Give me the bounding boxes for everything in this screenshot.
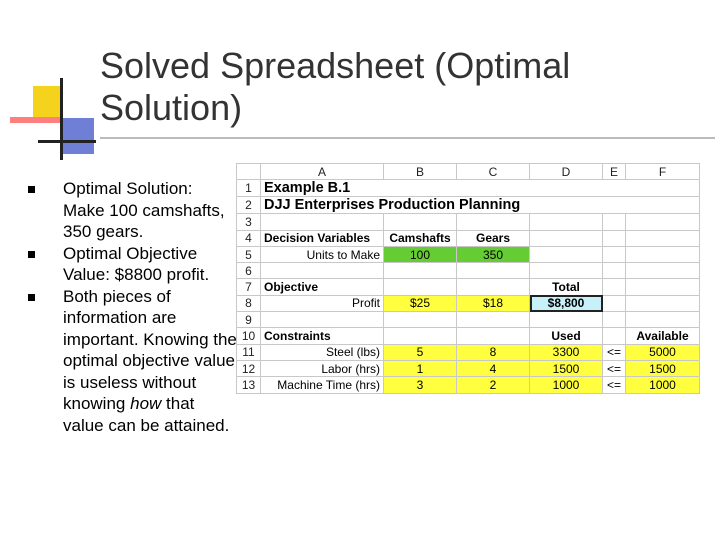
logo-vertical-line (60, 78, 63, 160)
cell[interactable] (603, 312, 626, 328)
logo-red-bar (10, 117, 63, 123)
cell[interactable] (626, 295, 700, 311)
cell[interactable] (384, 328, 457, 344)
spreadsheet (236, 163, 700, 394)
table-row (237, 263, 700, 279)
profit-label[interactable]: Profit (261, 295, 384, 311)
sheet-heading-cell[interactable]: DJJ Enterprises Production Planning (261, 197, 700, 214)
row-header[interactable]: 4 (237, 230, 261, 246)
table-row (237, 279, 700, 295)
constraint-camshafts-cell[interactable]: 5 (384, 344, 457, 360)
row-header[interactable]: 10 (237, 328, 261, 344)
cell[interactable] (603, 328, 626, 344)
cell[interactable] (603, 246, 626, 262)
profit-gears-cell[interactable]: $18 (457, 295, 530, 311)
table-row (237, 230, 700, 246)
spreadsheet-grid (236, 163, 700, 394)
table-row (237, 377, 700, 393)
table-row (237, 344, 700, 360)
row-header[interactable]: 13 (237, 377, 261, 393)
column-header-c[interactable]: C (457, 164, 530, 180)
bullet-marker-icon (28, 294, 35, 301)
units-camshafts-cell[interactable]: 100 (384, 246, 457, 262)
bullet-list (28, 178, 238, 436)
logo-blue-block (60, 118, 94, 154)
cell[interactable] (384, 214, 457, 230)
column-header-e[interactable]: E (603, 164, 626, 180)
bullet-item (28, 178, 238, 243)
logo-yellow-block (33, 86, 63, 120)
cell[interactable] (457, 279, 530, 295)
cell[interactable] (530, 246, 603, 262)
row-header[interactable]: 1 (237, 180, 261, 197)
cell[interactable] (530, 230, 603, 246)
constraint-available-cell[interactable]: 1500 (626, 360, 700, 376)
column-header-a[interactable]: A (261, 164, 384, 180)
constraint-operator-cell[interactable]: <= (603, 360, 626, 376)
example-title-cell[interactable]: Example B.1 (261, 180, 700, 197)
profit-total-cell[interactable]: $8,800 (530, 295, 603, 311)
units-gears-cell[interactable]: 350 (457, 246, 530, 262)
cell[interactable] (261, 312, 384, 328)
row-header[interactable]: 3 (237, 214, 261, 230)
bullet-marker-icon (28, 251, 35, 258)
bullet-item (28, 243, 238, 286)
column-header-d[interactable]: D (530, 164, 603, 180)
column-header-f[interactable]: F (626, 164, 700, 180)
table-row (237, 360, 700, 376)
cell[interactable] (530, 312, 603, 328)
cell[interactable] (384, 263, 457, 279)
cell[interactable] (626, 246, 700, 262)
available-header[interactable]: Available (626, 328, 700, 344)
constraint-camshafts-cell[interactable]: 3 (384, 377, 457, 393)
slide-title: Solved Spreadsheet (Optimal Solution) (100, 45, 571, 128)
cell[interactable] (457, 328, 530, 344)
constraint-operator-cell[interactable]: <= (603, 344, 626, 360)
bullet-marker-icon (28, 186, 35, 193)
constraint-used-cell[interactable]: 3300 (530, 344, 603, 360)
used-header[interactable]: Used (530, 328, 603, 344)
bullet-text: Optimal Solution: Make 100 camshafts, 350 gears. (63, 179, 225, 241)
constraint-used-cell[interactable]: 1500 (530, 360, 603, 376)
table-row (237, 180, 700, 197)
cell[interactable] (626, 214, 700, 230)
constraint-name-cell[interactable]: Machine Time (hrs) (261, 377, 384, 393)
row-header[interactable]: 9 (237, 312, 261, 328)
bullet-emphasis: how (130, 394, 162, 413)
bullet-text: Both pieces of information are important. Knowing the optimal objective value is useless without knowing how that value can be attained. (63, 286, 237, 435)
table-row (237, 197, 700, 214)
title-rule (100, 137, 715, 139)
cell[interactable] (261, 263, 384, 279)
constraint-gears-cell[interactable]: 4 (457, 360, 530, 376)
row-header[interactable]: 2 (237, 197, 261, 214)
constraint-operator-cell[interactable]: <= (603, 377, 626, 393)
gears-header[interactable]: Gears (457, 230, 530, 246)
cell[interactable] (603, 214, 626, 230)
cell[interactable] (530, 263, 603, 279)
bullet-text: Optimal Objective Value: $8800 profit. (63, 243, 210, 284)
column-header-b[interactable]: B (384, 164, 457, 180)
table-row (237, 295, 700, 311)
logo-horizontal-line (38, 140, 96, 143)
constraint-name-cell[interactable]: Labor (hrs) (261, 360, 384, 376)
camshafts-header[interactable]: Camshafts (384, 230, 457, 246)
table-row (237, 328, 700, 344)
cell[interactable] (457, 214, 530, 230)
cell[interactable] (603, 295, 626, 311)
cell[interactable] (603, 263, 626, 279)
column-header-row (237, 164, 700, 180)
row-header[interactable]: 5 (237, 246, 261, 262)
cell[interactable] (626, 312, 700, 328)
cell[interactable] (457, 263, 530, 279)
table-row (237, 214, 700, 230)
profit-camshafts-cell[interactable]: $25 (384, 295, 457, 311)
objective-label[interactable]: Objective (261, 279, 384, 295)
cell[interactable] (626, 230, 700, 246)
cell[interactable] (626, 263, 700, 279)
total-header[interactable]: Total (530, 279, 603, 295)
row-header[interactable]: 6 (237, 263, 261, 279)
row-header[interactable]: 7 (237, 279, 261, 295)
row-header[interactable]: 11 (237, 344, 261, 360)
cell[interactable] (261, 214, 384, 230)
constraint-camshafts-cell[interactable]: 1 (384, 360, 457, 376)
constraint-gears-cell[interactable]: 2 (457, 377, 530, 393)
corner-cell[interactable] (237, 164, 261, 180)
constraint-available-cell[interactable]: 5000 (626, 344, 700, 360)
cell[interactable] (626, 279, 700, 295)
constraints-label[interactable]: Constraints (261, 328, 384, 344)
cell[interactable] (457, 312, 530, 328)
cell[interactable] (603, 230, 626, 246)
constraint-name-cell[interactable]: Steel (lbs) (261, 344, 384, 360)
table-row (237, 312, 700, 328)
decision-variables-label[interactable]: Decision Variables (261, 230, 384, 246)
constraint-available-cell[interactable]: 1000 (626, 377, 700, 393)
constraint-used-cell[interactable]: 1000 (530, 377, 603, 393)
units-to-make-label[interactable]: Units to Make (261, 246, 384, 262)
cell[interactable] (384, 312, 457, 328)
row-header[interactable]: 8 (237, 295, 261, 311)
row-header[interactable]: 12 (237, 360, 261, 376)
cell[interactable] (603, 279, 626, 295)
cell[interactable] (530, 214, 603, 230)
bullet-item (28, 286, 238, 437)
constraint-gears-cell[interactable]: 8 (457, 344, 530, 360)
cell[interactable] (384, 279, 457, 295)
table-row (237, 246, 700, 262)
